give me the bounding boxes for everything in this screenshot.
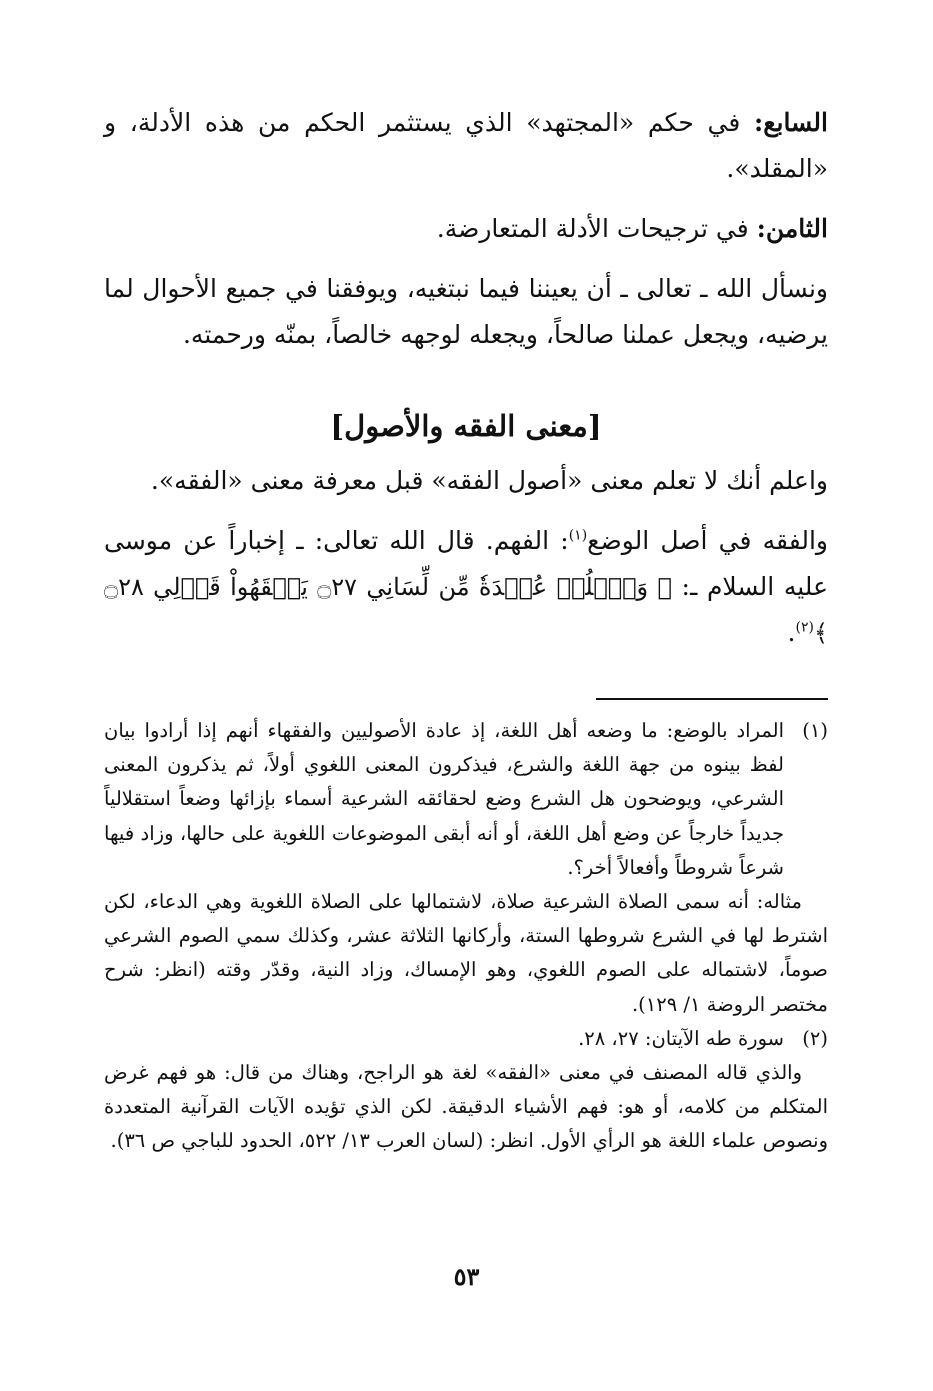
definition-end: . [787, 618, 796, 647]
footnote-1-text: المراد بالوضع: ما وضعه أهل اللغة، إذ عادة الأصوليين والفقهاء أنهم إذا أرادوا بيان لفظ بينوه من جهة اللغة والشرع، فيذكرون المعنى اللغوي أولاً، ثم يذكرون المعنى الشرعي، ويوضحون هل الشرع وضع لحقائقه الشرعية أسماء بإزائها وضعاً استقلالياً جديداً خارجاً عن وضع أهل اللغة، أو أنه أبقى الموضوعات اللغوية على حالها، وزاد فيها شرعاً شروطاً وأفعالاً أخر؟. [104, 719, 784, 879]
footnote-2 [104, 1022, 828, 1056]
definition-text-a: والفقه في أصل الوضع [587, 526, 828, 555]
quran-verse: ﴿ وَٱحۡلُلۡ عُقۡدَةٗ مِّن لِّسَانِي ۝٢٧ يَفۡقَهُواْ قَوۡلِي ۝٢٨ ﴾ [104, 573, 828, 647]
paragraph-definition [104, 518, 828, 656]
page-content [104, 100, 828, 1159]
footnote-1-number: (١) [802, 719, 828, 742]
footnote-1 [104, 714, 828, 885]
main-text [104, 100, 828, 656]
seventh-text: في حكم «المجتهد» الذي يستثمر الحكم من هذه الأدلة، و «المقلد». [104, 108, 828, 183]
footnotes [104, 714, 828, 1159]
paragraph-intro: واعلم أنك لا تعلم معنى «أصول الفقه» قبل معرفة معنى «الفقه». [150, 466, 828, 495]
footnote-1-example: مثاله: أنه سمى الصلاة الشرعية صلاة، لاشتمالها على الصلاة اللغوية وهي الدعاء، لكن اشترط لها في الشرع شروطها الستة، وأركانها الثلاثة عشر، وكذلك سمي الصوم الشرعي صوماً، لاشتماله على الصوم اللغوي، وهو الإمساك، وزاد النية، وقدّر وقته (انظر: شرح مختصر الروضة ١/ ١٢٩). [104, 890, 828, 1016]
footnote-ref-2[interactable]: (٢) [795, 619, 814, 636]
footnote-2-extra: والذي قاله المصنف في معنى «الفقه» لغة هو الراجح، وهناك من قال: هو فهم غرض المتكلم من كلامه، أو هو: فهم الأشياء الدقيقة. لكن الذي تؤيده الآيات القرآنية المتعددة ونصوص علماء اللغة هو الرأي الأول. انظر: (لسان العرب ١٣/ ٥٢٢، الحدود للباجي ص ٣٦). [104, 1061, 828, 1153]
eighth-text: في ترجيحات الأدلة المتعارضة. [436, 214, 757, 243]
paragraph-seventh [104, 100, 828, 192]
paragraph-eighth [104, 206, 828, 252]
page-number: ٥٣ [453, 1262, 480, 1291]
eighth-lead: الثامن: [756, 214, 828, 243]
paragraph-supplication: ونسأل الله ـ تعالى ـ أن يعيننا فيما نبتغيه، ويوفقنا في جميع الأحوال لما يرضيه، ويجعل عملنا صالحاً، ويجعله لوجهه خالصاً، بمنّه ورحمته. [104, 274, 828, 349]
definition-text-b: : الفهم. قال الله تعالى: ـ إخباراً عن موسى عليه السلام ـ: [104, 526, 829, 601]
footnote-2-number: (٢) [802, 1026, 828, 1050]
footnote-ref-1[interactable]: (١) [568, 527, 588, 544]
footnote-2-text: سورة طه الآيتان: ٢٧، ٢٨. [578, 1026, 784, 1050]
section-heading: [معنى الفقه والأصول] [330, 409, 602, 443]
seventh-lead: السابع: [754, 108, 828, 137]
footnote-separator [596, 698, 828, 700]
